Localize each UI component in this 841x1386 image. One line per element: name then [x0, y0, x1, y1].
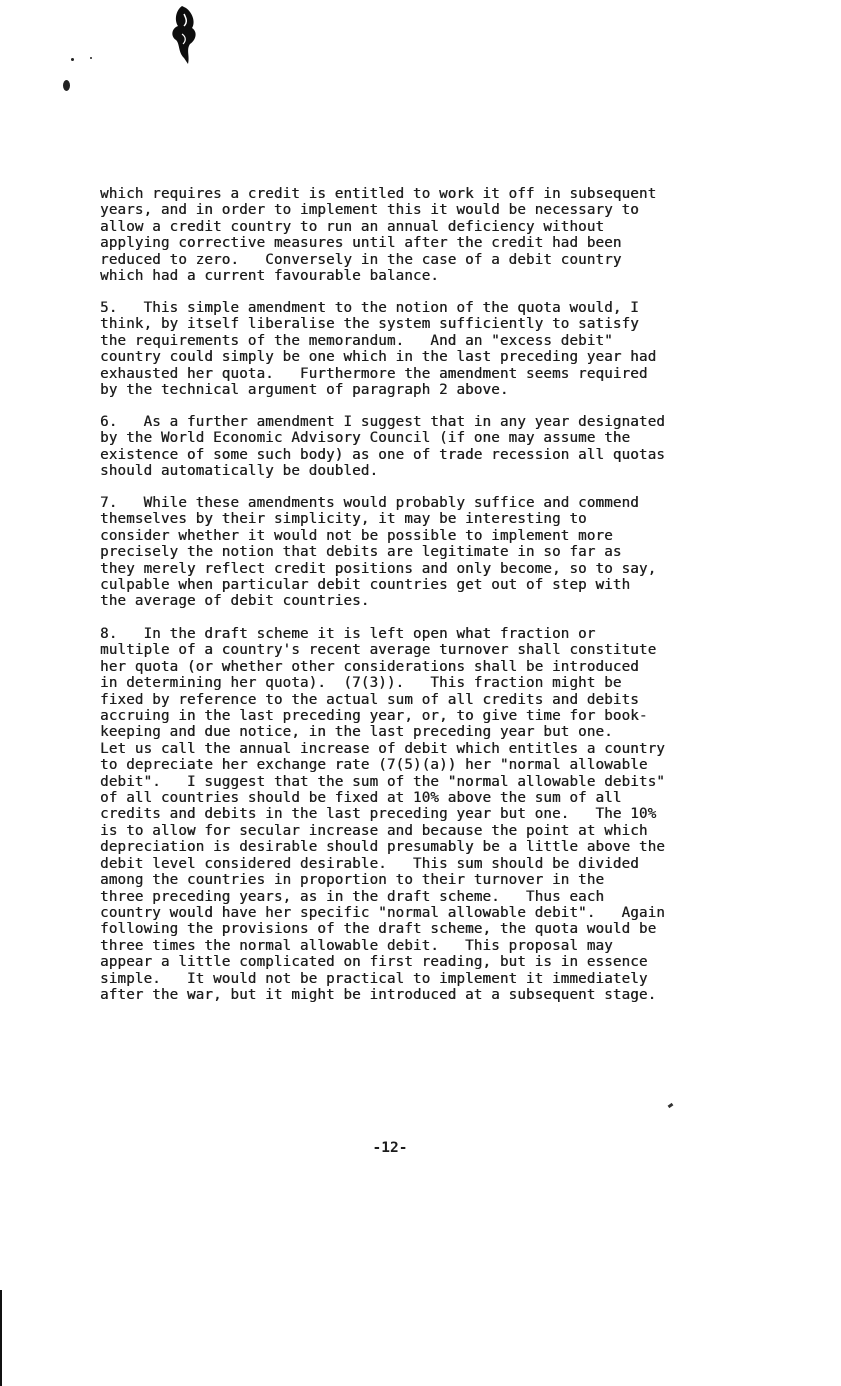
paragraph-8 — [100, 626, 752, 1003]
ink-speck — [63, 80, 70, 91]
text-line: they merely reflect credit positions and only become, so to say, — [100, 560, 657, 577]
ink-speck — [71, 58, 74, 61]
text-line: fixed by reference to the actual sum of all credits and debits — [100, 691, 639, 708]
text-line: three times the normal allowable debit. This proposal may — [100, 937, 613, 954]
text-line: the average of debit countries. — [100, 593, 370, 610]
text-line: debit level considered desirable. This sum should be divided — [100, 855, 639, 872]
text-line: 5. This simple amendment to the notion of the quota would, I — [100, 300, 639, 316]
text-line: applying corrective measures until after the credit had been — [100, 235, 622, 252]
text-line: exhausted her quota. Furthermore the amendment seems required — [100, 365, 648, 382]
text-line: in determining her quota). (7(3)). This fraction might be — [100, 675, 622, 692]
text-line: allow a credit country to run an annual deficiency without — [100, 218, 605, 235]
text-line: among the countries in proportion to their turnover in the — [100, 872, 605, 889]
text-line: by the World Economic Advisory Council (if one may assume the — [100, 430, 631, 447]
text-line: credits and debits in the last preceding year but one. The 10% — [100, 806, 657, 823]
paragraph-5 — [100, 300, 752, 398]
paragraph-continuation — [100, 186, 752, 284]
text-line: simple. It would not be practical to implement it immediately — [100, 970, 648, 987]
paragraph-7 — [100, 495, 752, 610]
stray-mark — [668, 1103, 674, 1108]
text-line: the requirements of the memorandum. And an "excess debit" — [100, 332, 613, 349]
text-line: to depreciate her exchange rate (7(5)(a)) her "normal allowable — [100, 757, 648, 774]
text-line: existence of some such body) as one of trade recession all quotas — [100, 446, 665, 463]
text-line: three preceding years, as in the draft scheme. Thus each — [100, 888, 605, 905]
text-line: should automatically be doubled. — [100, 463, 379, 480]
text-line: of all countries should be fixed at 10% above the sum of all — [100, 790, 622, 807]
text-line: consider whether it would not be possible to implement more — [100, 527, 613, 544]
text-line: appear a little complicated on first reading, but is in essence — [100, 954, 648, 971]
text-line: after the war, but it might be introduced at a subsequent stage. — [100, 986, 657, 1003]
text-line: country could simply be one which in the last preceding year had — [100, 349, 657, 366]
text-line: depreciation is desirable should presumably be a little above the — [100, 839, 665, 856]
text-line: which had a current favourable balance. — [100, 268, 439, 285]
text-line: her quota (or whether other considerations shall be introduced — [100, 658, 639, 675]
text-line: 6. As a further amendment I suggest that in any year designated — [100, 414, 665, 430]
text-line: reduced to zero. Conversely in the case of a debit country — [100, 251, 622, 268]
handwritten-mark — [168, 4, 200, 66]
ink-speck — [90, 57, 92, 59]
text-line: Let us call the annual increase of debit which entitles a country — [100, 740, 665, 757]
text-line: multiple of a country's recent average turnover shall constitute — [100, 642, 657, 659]
text-line: following the provisions of the draft scheme, the quota would be — [100, 921, 657, 938]
page-number: -12- — [372, 1140, 408, 1156]
scan-edge — [0, 1290, 2, 1386]
text-line: which requires a credit is entitled to work it off in subsequent — [100, 186, 657, 202]
text-line: keeping and due notice, in the last preceding year but one. — [100, 724, 613, 741]
text-line: years, and in order to implement this it would be necessary to — [100, 202, 639, 219]
text-line: debit". I suggest that the sum of the "normal allowable debits" — [100, 773, 665, 790]
text-line: is to allow for secular increase and because the point at which — [100, 822, 648, 839]
paragraph-6 — [100, 414, 752, 480]
text-line: think, by itself liberalise the system sufficiently to satisfy — [100, 316, 639, 333]
text-line: by the technical argument of paragraph 2 above. — [100, 382, 509, 399]
text-line: themselves by their simplicity, it may be interesting to — [100, 511, 587, 528]
text-line: precisely the notion that debits are legitimate in so far as — [100, 544, 622, 561]
text-line: country would have her specific "normal allowable debit". Again — [100, 904, 665, 921]
text-line: 7. While these amendments would probably suffice and commend — [100, 495, 639, 511]
text-line: culpable when particular debit countries get out of step with — [100, 577, 631, 594]
text-line: 8. In the draft scheme it is left open what fraction or — [100, 626, 596, 642]
text-line: accruing in the last preceding year, or, to give time for book- — [100, 708, 648, 725]
